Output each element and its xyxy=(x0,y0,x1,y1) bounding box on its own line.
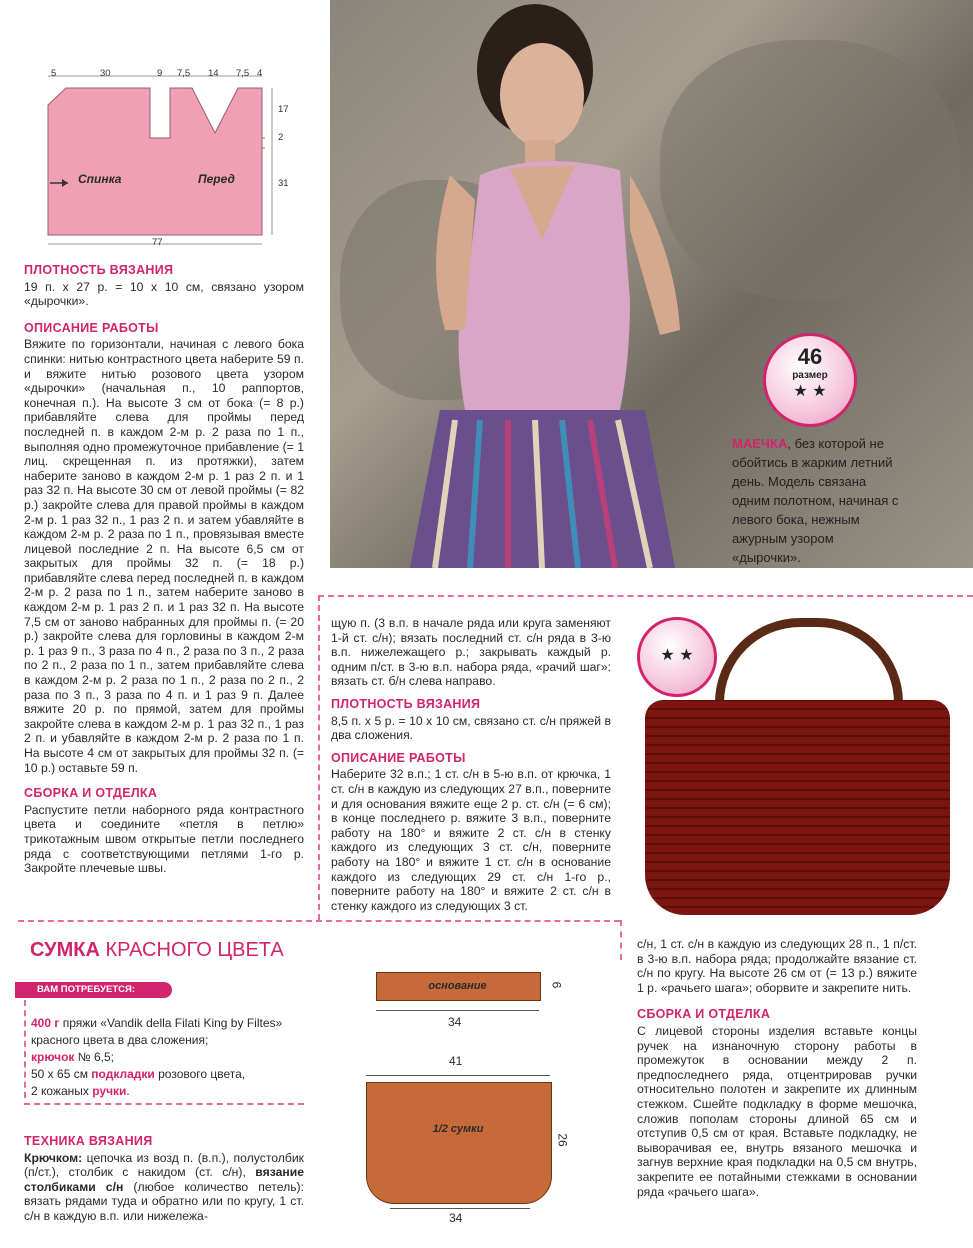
yarn-amount: 400 г xyxy=(31,1016,60,1030)
bag-gauge-text: 8,5 п. х 5 р. = 10 х 10 см, связано ст. с/н пряжей в два сложения. xyxy=(331,713,611,743)
hook-text: № 6,5; xyxy=(74,1050,114,1064)
technique-text-2: (любое количество петель): вязать рядами туда и обратно или по кругу, 1 ст. с/н в каждую в.п. или нижележа- xyxy=(24,1179,304,1223)
half-bag-panel xyxy=(366,1082,552,1204)
bag-title xyxy=(30,939,284,962)
dim-top-4: 7,5 xyxy=(177,68,191,79)
hook-label: крючок xyxy=(31,1050,75,1064)
right-cont-text: с/н, 1 ст. с/н в каждую из следующих 28 п., 1 п/ст. в 3-ю в.п. набора ряда; продолжайте вязание ст. с/н по кругу. На высоте 26 см от (= 13 р.) вяжите 1 р. «рачьего шага»; оборвите и закрепите нить. xyxy=(637,937,917,995)
size-label: размер xyxy=(792,370,828,381)
divider-vertical xyxy=(620,920,622,960)
divider-vertical xyxy=(318,595,320,920)
half-top-dim: 41 xyxy=(449,1054,463,1068)
handles-text: . xyxy=(126,1084,130,1098)
material-handles xyxy=(31,1083,301,1100)
dim-top-5: 14 xyxy=(208,68,219,79)
material-yarn xyxy=(31,1015,301,1049)
dim-top-2: 30 xyxy=(100,68,111,79)
bag-assembly-text: С лицевой стороны изделия вставьте концы ручек на изнаночную сторону работы в промежуток в основании между 2 п. предпоследнего ряда, отцентрировав ручки относительно полотен и закрепите их длинным стежком. Сшейте подкладку в форме мешочка, сложив пополам стороны длиной 65 см и отступив 0,5 см от края. Вставьте подкладку, не выворачивая ее, внутрь вязаного мешочка и загнув верхние края подкладки на 0,5 см внутрь, закрепите ее потайными стежками в основании ряда «рачьего шага». xyxy=(637,1023,917,1199)
base-width: 34 xyxy=(448,1015,462,1029)
bag-work-text: Наберите 32 в.п.; 1 ст. с/н в 5-ю в.п. от крючка, 1 ст. с/н в каждую из следующих 27 в.п., поверните и для основания вяжите еще 2 р. ст. с/н (= 6 см); в конце последнего р. вяжите 3 в.п., поверните работу на 180° и вяжите 2 ст. с/н в стенку каждого из следующих 3 ст. с/н, поверните работу на 180° и вяжите 1 ст. с/н в основание каждого из следующих 29 ст. с/н 1-го р., поверните работу на 180° и вяжите 2 ст. с/н в стенку каждого из следующих 3 ст. xyxy=(331,767,611,913)
middle-column xyxy=(331,616,611,913)
technique-text xyxy=(24,1151,304,1224)
left-column xyxy=(24,263,304,876)
half-bottom-line xyxy=(390,1208,530,1209)
photo-caption xyxy=(732,434,902,567)
technique-heading: ТЕХНИКА ВЯЗАНИЯ xyxy=(24,1134,153,1148)
handles-label: ручки xyxy=(92,1084,127,1098)
assembly-text: Распустите петли наборного ряда контрастного цвета и соедините «петля в петлю» трикотажным швом открытые петли последнего ряда с соответствующими петлями 1-го р. Закройте плечевые швы. xyxy=(24,802,304,876)
bag-work-heading: ОПИСАНИЕ РАБОТЫ xyxy=(331,750,466,765)
lining-size: 50 х 65 см xyxy=(31,1067,92,1081)
technique-text-1: цепочка из возд п. (в.п.), полустолбик (п/ст.), столбик с накидом (ст. с/н), xyxy=(24,1150,304,1180)
dim-top-3: 9 xyxy=(157,68,163,79)
dim-right-3: 31 xyxy=(278,178,289,189)
technique-block xyxy=(24,1134,304,1224)
bag-title-bold: СУМКА xyxy=(30,939,100,961)
dim-top-1: 5 xyxy=(51,68,57,79)
caption-text: , без которой не обойтись в жарким летний день. Модель связана одним полотном, начиная с левого бока, нежным ажурным узором «дырочки». xyxy=(732,436,899,565)
size-number: 46 xyxy=(797,344,823,369)
label-front: Перед xyxy=(198,172,235,186)
gauge-text: 19 п. х 27 р. = 10 х 10 см, связано узором «дырочки». xyxy=(24,279,304,309)
dim-right-1: 17 xyxy=(278,104,289,115)
lining-text: розового цвета, xyxy=(154,1067,246,1081)
gauge-heading: ПЛОТНОСТЬ ВЯЗАНИЯ xyxy=(24,263,174,277)
base-height: 6 xyxy=(549,981,564,989)
dim-top-7: 4 xyxy=(257,68,263,79)
middle-cont-text: щую п. (3 в.п. в начале ряда или круга заменяют 1-й ст. с/н); вязать последний ст. с/н ряда в 3-ю в.п. нижележащего р.; закрывать каждый р. одним п/ст. в 3-ю в.п. набора ряда, «рачий шаг»: вязать ст. б/н слева направо. xyxy=(331,616,611,689)
dim-bottom: 77 xyxy=(152,237,163,248)
handles-pre: 2 кожаных xyxy=(31,1084,93,1098)
bag-gauge-heading: ПЛОТНОСТЬ ВЯЗАНИЯ xyxy=(331,696,481,711)
difficulty-stars: ★ ★ xyxy=(793,383,827,400)
materials-list xyxy=(31,1015,301,1100)
materials-label: ВАМ ПОТРЕБУЕТСЯ: xyxy=(15,982,172,998)
work-heading: ОПИСАНИЕ РАБОТЫ xyxy=(24,320,159,335)
base-width-line xyxy=(376,1010,539,1011)
caption-lead: МАЕЧКА xyxy=(732,436,788,451)
base-label: основание xyxy=(428,980,487,992)
technique-bold-2: вязание столбиками с/н xyxy=(24,1165,304,1194)
material-hook xyxy=(31,1049,301,1066)
bag-difficulty-badge xyxy=(637,617,717,697)
bag-assembly-heading: СБОРКА И ОТДЕЛКА xyxy=(637,1007,771,1022)
bag-body xyxy=(645,700,950,915)
materials-divider xyxy=(24,1000,26,1098)
bag-title-rest: КРАСНОГО ЦВЕТА xyxy=(105,939,284,961)
schematic-svg xyxy=(0,0,320,255)
dim-top-6: 7,5 xyxy=(236,68,250,79)
technique-bold-1: Крючком: xyxy=(24,1150,83,1165)
half-bag-label: 1/2 сумки xyxy=(432,1123,484,1135)
right-column xyxy=(637,937,917,1199)
dim-right-2: 2 xyxy=(278,132,284,143)
work-text: Вяжите по горизонтали, начиная с левого бока спинки: нитью контрастного цвета наберите 59 п. и вяжите нитью розового цвета узором «дырочки» (начальная п., 10 раппортов, конечная п.). На высоте 3 см от бока (= 8 р.) прибавляйте слева для проймы перед последней п. в каждом 2-м р. 2 раза по 1 п., выполняя одно промежуточное прибавление (= 1 лиц. скрещенная п. из протяжки), затем наберите заново в каждом 2-м р. 1 раз 2 п. и 1 раз 32 п. На высоте 30 см от левой проймы (= 82 р.) закройте слева для правой проймы в каждом 2-м р. 1 раз 32 п., 1 раз 2 п. и затем убавляйте в каждом 2-м р. 2 раза по 1 п., провязывая вместе лицевой последние 2 п. На высоте 6,5 см от закрытых для проймы 32 п. (= 18 р.) прибавляйте слева перед последней п. в каждом 2-м р. 2 раза по 1 п., затем наберите заново в каждом 2-м р. 1 раз 2 п. и 1 раз 32 п. На высоте 7,5 см от заново набранных для проймы п. (= 20 р.) закройте слева для горловины в каждом 2-м р. 1 раз 9 п., 3 раза по 4 п., 2 раза по 3 п., 2 раза по 2 п., 2 раза по 1 п., затем прибавляйте слева в каждом 2-м р. 2 раза по 1 п., 2 раза по 2 п., 2 раза по 3 п., 3 раза по 4 п. и 1 раз 9 п. Далее вяжите 20 р. по прямой, затем для проймы закройте слева в каждом 2-м р. 1 раз 32 п., 1 раз 2 п. и убавляйте в каждом 2-м р. 2 раза по 1 п. На высоте 4 см от закрытых для проймы 32 п. (= 10 р.) оставьте 59 п. xyxy=(24,337,304,775)
label-back: Спинка xyxy=(78,172,122,186)
yarn-text: пряжи «Vandik della Filati King by Filtes» красного цвета в два сложения; xyxy=(31,1016,283,1047)
divider-horizontal xyxy=(18,920,620,922)
half-height: 26 xyxy=(555,1133,570,1147)
divider-horizontal xyxy=(318,595,973,597)
half-bottom-dim: 34 xyxy=(449,1211,463,1225)
half-top-line xyxy=(366,1075,550,1076)
material-lining xyxy=(31,1066,301,1083)
size-badge xyxy=(763,333,857,427)
assembly-heading: СБОРКА И ОТДЕЛКА xyxy=(24,786,158,801)
top-schematic xyxy=(0,0,320,255)
lining-label: подкладки xyxy=(91,1067,155,1081)
materials-divider xyxy=(24,1103,304,1105)
bag-stars: ★ ★ xyxy=(660,647,694,664)
